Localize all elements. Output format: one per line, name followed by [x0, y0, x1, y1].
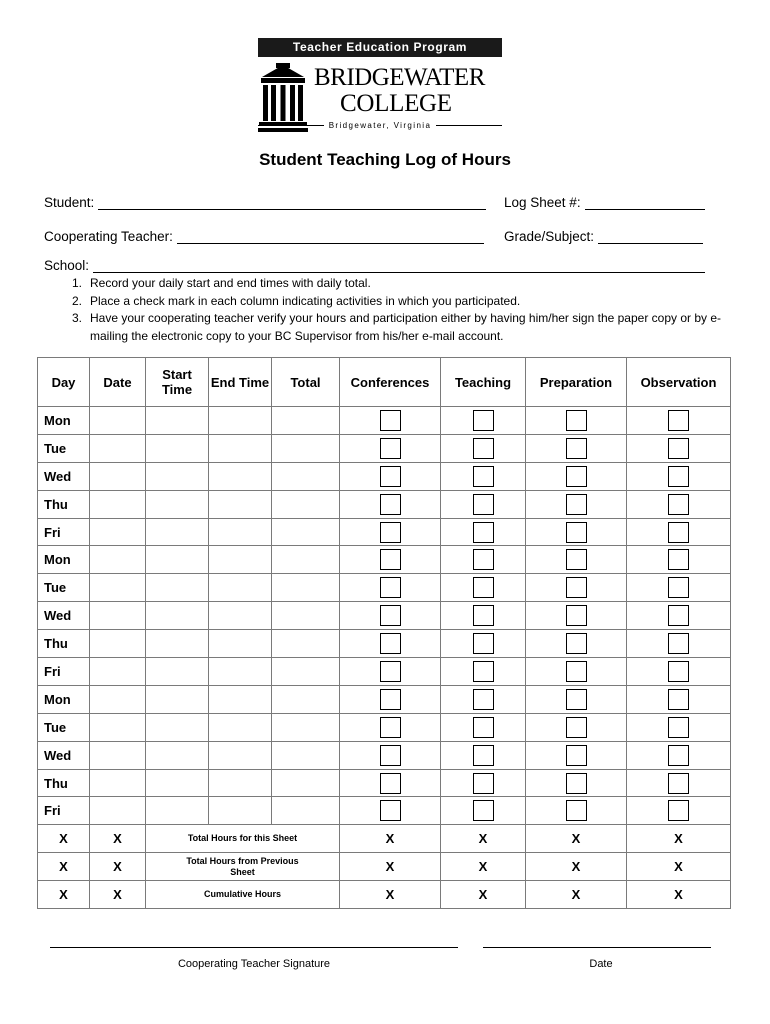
conferences-checkbox[interactable]	[380, 549, 401, 570]
preparation-cell	[526, 546, 627, 574]
teaching-cell	[441, 797, 526, 825]
conferences-cell	[340, 685, 441, 713]
preparation-cell	[526, 797, 627, 825]
start-time-cell[interactable]	[146, 713, 209, 741]
preparation-checkbox[interactable]	[566, 522, 587, 543]
day-cell: Thu	[38, 490, 90, 518]
observation-checkbox[interactable]	[668, 773, 689, 794]
preparation-checkbox[interactable]	[566, 773, 587, 794]
date-cell[interactable]	[90, 518, 146, 546]
table-row	[38, 546, 731, 574]
conferences-cell	[340, 518, 441, 546]
summary-label: Cumulative Hours	[146, 881, 340, 909]
college-header	[258, 38, 502, 139]
total-cell[interactable]	[272, 797, 340, 825]
observation-cell	[627, 741, 731, 769]
conferences-cell	[340, 462, 441, 490]
total-cell[interactable]	[272, 574, 340, 602]
preparation-cell	[526, 741, 627, 769]
teaching-checkbox[interactable]	[473, 522, 494, 543]
teacher-signature-line[interactable]	[50, 947, 458, 948]
hours-log-table	[37, 357, 731, 909]
header-end-time: End Time	[209, 358, 272, 407]
start-time-cell[interactable]	[146, 462, 209, 490]
teaching-cell	[441, 518, 526, 546]
table-row	[38, 713, 731, 741]
preparation-cell	[526, 658, 627, 686]
observation-checkbox[interactable]	[668, 745, 689, 766]
start-time-cell[interactable]	[146, 602, 209, 630]
date-cell[interactable]	[90, 797, 146, 825]
end-time-cell[interactable]	[209, 630, 272, 658]
header-total: Total	[272, 358, 340, 407]
observation-cell	[627, 630, 731, 658]
end-time-cell[interactable]	[209, 574, 272, 602]
conferences-cell	[340, 797, 441, 825]
preparation-cell	[526, 518, 627, 546]
start-time-cell[interactable]	[146, 407, 209, 435]
school-field[interactable]	[44, 258, 705, 273]
total-cell[interactable]	[272, 602, 340, 630]
teaching-checkbox[interactable]	[473, 717, 494, 738]
teaching-checkbox[interactable]	[473, 605, 494, 626]
end-time-cell[interactable]	[209, 658, 272, 686]
preparation-checkbox[interactable]	[566, 717, 587, 738]
grade-subject-label: Grade/Subject:	[504, 229, 595, 244]
school-label: School:	[44, 258, 90, 273]
summary-x: X	[90, 853, 146, 881]
observation-checkbox[interactable]	[668, 689, 689, 710]
teaching-cell	[441, 546, 526, 574]
observation-checkbox[interactable]	[668, 717, 689, 738]
start-time-cell[interactable]	[146, 490, 209, 518]
summary-x: X	[38, 825, 90, 853]
date-signature-line[interactable]	[483, 947, 711, 948]
day-cell: Wed	[38, 462, 90, 490]
preparation-cell	[526, 462, 627, 490]
preparation-checkbox[interactable]	[566, 549, 587, 570]
preparation-cell	[526, 769, 627, 797]
summary-x: X	[526, 825, 627, 853]
header-teaching: Teaching	[441, 358, 526, 407]
preparation-cell	[526, 490, 627, 518]
table-row	[38, 658, 731, 686]
observation-checkbox[interactable]	[668, 661, 689, 682]
teaching-checkbox[interactable]	[473, 410, 494, 431]
teaching-checkbox[interactable]	[473, 661, 494, 682]
preparation-checkbox[interactable]	[566, 494, 587, 515]
log-sheet-input-line[interactable]	[585, 196, 705, 210]
date-cell[interactable]	[90, 658, 146, 686]
date-cell[interactable]	[90, 741, 146, 769]
conferences-checkbox[interactable]	[380, 494, 401, 515]
summary-row	[38, 853, 731, 881]
observation-cell	[627, 407, 731, 435]
summary-x: X	[526, 881, 627, 909]
teaching-cell	[441, 462, 526, 490]
observation-cell	[627, 546, 731, 574]
table-row	[38, 574, 731, 602]
start-time-cell[interactable]	[146, 769, 209, 797]
instruction-text: Record your daily start and end times with daily total.	[90, 276, 371, 290]
conferences-checkbox[interactable]	[380, 577, 401, 598]
total-cell[interactable]	[272, 769, 340, 797]
day-cell: Wed	[38, 602, 90, 630]
observation-checkbox[interactable]	[668, 410, 689, 431]
log-sheet-label: Log Sheet #:	[504, 195, 581, 210]
summary-x: X	[38, 853, 90, 881]
header-preparation: Preparation	[526, 358, 627, 407]
total-cell[interactable]	[272, 741, 340, 769]
total-cell[interactable]	[272, 518, 340, 546]
summary-row	[38, 825, 731, 853]
start-time-cell[interactable]	[146, 685, 209, 713]
observation-checkbox[interactable]	[668, 549, 689, 570]
day-cell: Thu	[38, 630, 90, 658]
observation-cell	[627, 713, 731, 741]
date-cell[interactable]	[90, 546, 146, 574]
date-cell[interactable]	[90, 574, 146, 602]
preparation-checkbox[interactable]	[566, 410, 587, 431]
conferences-cell	[340, 658, 441, 686]
summary-x: X	[441, 853, 526, 881]
teaching-checkbox[interactable]	[473, 438, 494, 459]
summary-x: X	[526, 853, 627, 881]
preparation-cell	[526, 434, 627, 462]
instruction-text: Have your cooperating teacher verify your hours and participation either by having him/her sign the paper copy or by e-mailing the electronic copy to your BC Supervisor from his/her e-mail account.	[90, 311, 722, 343]
total-cell[interactable]	[272, 546, 340, 574]
summary-label: Total Hours for this Sheet	[146, 825, 340, 853]
conferences-cell	[340, 490, 441, 518]
total-cell[interactable]	[272, 685, 340, 713]
conferences-checkbox[interactable]	[380, 466, 401, 487]
observation-checkbox[interactable]	[668, 466, 689, 487]
observation-cell	[627, 462, 731, 490]
summary-x: X	[90, 881, 146, 909]
conferences-checkbox[interactable]	[380, 717, 401, 738]
date-label: Date	[589, 958, 613, 970]
header-date: Date	[90, 358, 146, 407]
total-cell[interactable]	[272, 462, 340, 490]
conferences-cell	[340, 546, 441, 574]
college-location	[258, 121, 502, 130]
start-time-cell[interactable]	[146, 434, 209, 462]
summary-x: X	[627, 825, 731, 853]
preparation-checkbox[interactable]	[566, 466, 587, 487]
summary-x: X	[627, 881, 731, 909]
header-start-time: Start Time	[146, 358, 209, 407]
cooperating-teacher-input-line[interactable]	[177, 230, 484, 244]
observation-cell	[627, 658, 731, 686]
observation-cell	[627, 434, 731, 462]
total-cell[interactable]	[272, 713, 340, 741]
total-cell[interactable]	[272, 658, 340, 686]
conferences-cell	[340, 769, 441, 797]
conferences-checkbox[interactable]	[380, 605, 401, 626]
teaching-cell	[441, 434, 526, 462]
start-time-cell[interactable]	[146, 741, 209, 769]
conferences-cell	[340, 630, 441, 658]
header-day: Day	[38, 358, 90, 407]
start-time-cell[interactable]	[146, 518, 209, 546]
observation-cell	[627, 797, 731, 825]
observation-cell	[627, 685, 731, 713]
date-cell[interactable]	[90, 462, 146, 490]
preparation-checkbox[interactable]	[566, 745, 587, 766]
location-text: Bridgewater, Virginia	[328, 121, 432, 130]
end-time-cell[interactable]	[209, 741, 272, 769]
conferences-cell	[340, 574, 441, 602]
teaching-checkbox[interactable]	[473, 745, 494, 766]
observation-cell	[627, 602, 731, 630]
date-cell[interactable]	[90, 602, 146, 630]
observation-checkbox[interactable]	[668, 494, 689, 515]
table-row	[38, 602, 731, 630]
date-cell[interactable]	[90, 769, 146, 797]
end-time-cell[interactable]	[209, 602, 272, 630]
date-cell[interactable]	[90, 713, 146, 741]
teacher-signature-label: Cooperating Teacher Signature	[177, 958, 331, 970]
observation-checkbox[interactable]	[668, 605, 689, 626]
preparation-cell	[526, 574, 627, 602]
table-row	[38, 490, 731, 518]
student-field[interactable]	[44, 195, 486, 210]
date-cell[interactable]	[90, 490, 146, 518]
teaching-checkbox[interactable]	[473, 689, 494, 710]
day-cell: Fri	[38, 797, 90, 825]
observation-cell	[627, 574, 731, 602]
instruction-item	[44, 310, 734, 345]
conferences-cell	[340, 713, 441, 741]
table-row	[38, 769, 731, 797]
date-cell[interactable]	[90, 630, 146, 658]
conferences-cell	[340, 602, 441, 630]
end-time-cell[interactable]	[209, 797, 272, 825]
table-row	[38, 797, 731, 825]
observation-checkbox[interactable]	[668, 633, 689, 654]
summary-label: Total Hours from Previous Sheet	[146, 853, 340, 881]
observation-checkbox[interactable]	[668, 438, 689, 459]
day-cell: Mon	[38, 407, 90, 435]
teaching-cell	[441, 769, 526, 797]
summary-x: X	[441, 825, 526, 853]
start-time-cell[interactable]	[146, 658, 209, 686]
teaching-cell	[441, 407, 526, 435]
cooperating-teacher-field[interactable]	[44, 229, 484, 244]
date-cell[interactable]	[90, 685, 146, 713]
conferences-checkbox[interactable]	[380, 633, 401, 654]
teaching-checkbox[interactable]	[473, 633, 494, 654]
day-cell: Tue	[38, 574, 90, 602]
day-cell: Mon	[38, 546, 90, 574]
summary-x: X	[627, 853, 731, 881]
summary-x: X	[441, 881, 526, 909]
observation-checkbox[interactable]	[668, 800, 689, 821]
day-cell: Mon	[38, 685, 90, 713]
preparation-checkbox[interactable]	[566, 438, 587, 459]
instruction-number: 1.	[71, 276, 82, 290]
day-cell: Thu	[38, 769, 90, 797]
table-row	[38, 741, 731, 769]
end-time-cell[interactable]	[209, 685, 272, 713]
preparation-checkbox[interactable]	[566, 577, 587, 598]
instruction-item	[44, 275, 734, 293]
total-cell[interactable]	[272, 434, 340, 462]
college-name-line1: BRIDGEWATER	[314, 64, 485, 91]
teaching-cell	[441, 685, 526, 713]
total-cell[interactable]	[272, 490, 340, 518]
conferences-checkbox[interactable]	[380, 689, 401, 710]
table-row	[38, 630, 731, 658]
total-cell[interactable]	[272, 407, 340, 435]
instructions-list	[44, 275, 734, 345]
observation-checkbox[interactable]	[668, 522, 689, 543]
summary-x: X	[340, 825, 441, 853]
day-cell: Tue	[38, 713, 90, 741]
start-time-cell[interactable]	[146, 574, 209, 602]
teaching-cell	[441, 658, 526, 686]
header-conferences: Conferences	[340, 358, 441, 407]
conferences-checkbox[interactable]	[380, 522, 401, 543]
day-cell: Tue	[38, 434, 90, 462]
table-row	[38, 407, 731, 435]
teaching-checkbox[interactable]	[473, 549, 494, 570]
preparation-cell	[526, 630, 627, 658]
teaching-cell	[441, 741, 526, 769]
header-observation: Observation	[627, 358, 731, 407]
teaching-checkbox[interactable]	[473, 800, 494, 821]
teaching-cell	[441, 490, 526, 518]
conferences-checkbox[interactable]	[380, 800, 401, 821]
summary-x: X	[38, 881, 90, 909]
total-cell[interactable]	[272, 630, 340, 658]
conferences-cell	[340, 407, 441, 435]
observation-checkbox[interactable]	[668, 577, 689, 598]
log-sheet-field[interactable]	[504, 195, 705, 210]
end-time-cell[interactable]	[209, 713, 272, 741]
instruction-item	[44, 293, 734, 311]
conferences-checkbox[interactable]	[380, 410, 401, 431]
summary-x: X	[90, 825, 146, 853]
teaching-checkbox[interactable]	[473, 466, 494, 487]
summary-x: X	[340, 881, 441, 909]
grade-subject-input-line[interactable]	[598, 230, 703, 244]
preparation-checkbox[interactable]	[566, 661, 587, 682]
day-cell: Fri	[38, 518, 90, 546]
conferences-cell	[340, 434, 441, 462]
end-time-cell[interactable]	[209, 462, 272, 490]
summary-x: X	[340, 853, 441, 881]
college-logo	[258, 57, 502, 139]
teaching-cell	[441, 602, 526, 630]
instruction-number: 3.	[71, 311, 82, 326]
observation-cell	[627, 490, 731, 518]
grade-subject-field[interactable]	[504, 229, 703, 244]
instruction-number: 2.	[71, 293, 82, 308]
teaching-checkbox[interactable]	[473, 494, 494, 515]
teaching-cell	[441, 630, 526, 658]
conferences-checkbox[interactable]	[380, 745, 401, 766]
program-banner: Teacher Education Program	[258, 38, 502, 57]
conferences-checkbox[interactable]	[380, 438, 401, 459]
school-input-line[interactable]	[93, 259, 705, 273]
table-row	[38, 685, 731, 713]
start-time-cell[interactable]	[146, 630, 209, 658]
start-time-cell[interactable]	[146, 546, 209, 574]
date-cell[interactable]	[90, 407, 146, 435]
preparation-checkbox[interactable]	[566, 800, 587, 821]
day-cell: Fri	[38, 658, 90, 686]
table-row	[38, 462, 731, 490]
student-label: Student:	[44, 195, 95, 210]
end-time-cell[interactable]	[209, 434, 272, 462]
teaching-cell	[441, 713, 526, 741]
end-time-cell[interactable]	[209, 546, 272, 574]
teaching-cell	[441, 574, 526, 602]
table-row	[38, 434, 731, 462]
date-cell[interactable]	[90, 434, 146, 462]
observation-cell	[627, 769, 731, 797]
conferences-checkbox[interactable]	[380, 773, 401, 794]
teaching-checkbox[interactable]	[473, 577, 494, 598]
preparation-cell	[526, 685, 627, 713]
student-input-line[interactable]	[98, 196, 486, 210]
college-name-line2: COLLEGE	[340, 90, 452, 117]
page-title: Student Teaching Log of Hours	[259, 150, 511, 169]
summary-row	[38, 881, 731, 909]
end-time-cell[interactable]	[209, 769, 272, 797]
conferences-checkbox[interactable]	[380, 661, 401, 682]
end-time-cell[interactable]	[209, 518, 272, 546]
preparation-cell	[526, 602, 627, 630]
preparation-checkbox[interactable]	[566, 633, 587, 654]
teaching-checkbox[interactable]	[473, 773, 494, 794]
preparation-cell	[526, 407, 627, 435]
cooperating-teacher-label: Cooperating Teacher:	[44, 229, 173, 244]
instruction-text: Place a check mark in each column indicating activities in which you participated.	[90, 293, 521, 308]
preparation-checkbox[interactable]	[566, 689, 587, 710]
preparation-cell	[526, 713, 627, 741]
observation-cell	[627, 518, 731, 546]
end-time-cell[interactable]	[209, 490, 272, 518]
day-cell: Wed	[38, 741, 90, 769]
table-row	[38, 518, 731, 546]
end-time-cell[interactable]	[209, 407, 272, 435]
start-time-cell[interactable]	[146, 797, 209, 825]
conferences-cell	[340, 741, 441, 769]
preparation-checkbox[interactable]	[566, 605, 587, 626]
